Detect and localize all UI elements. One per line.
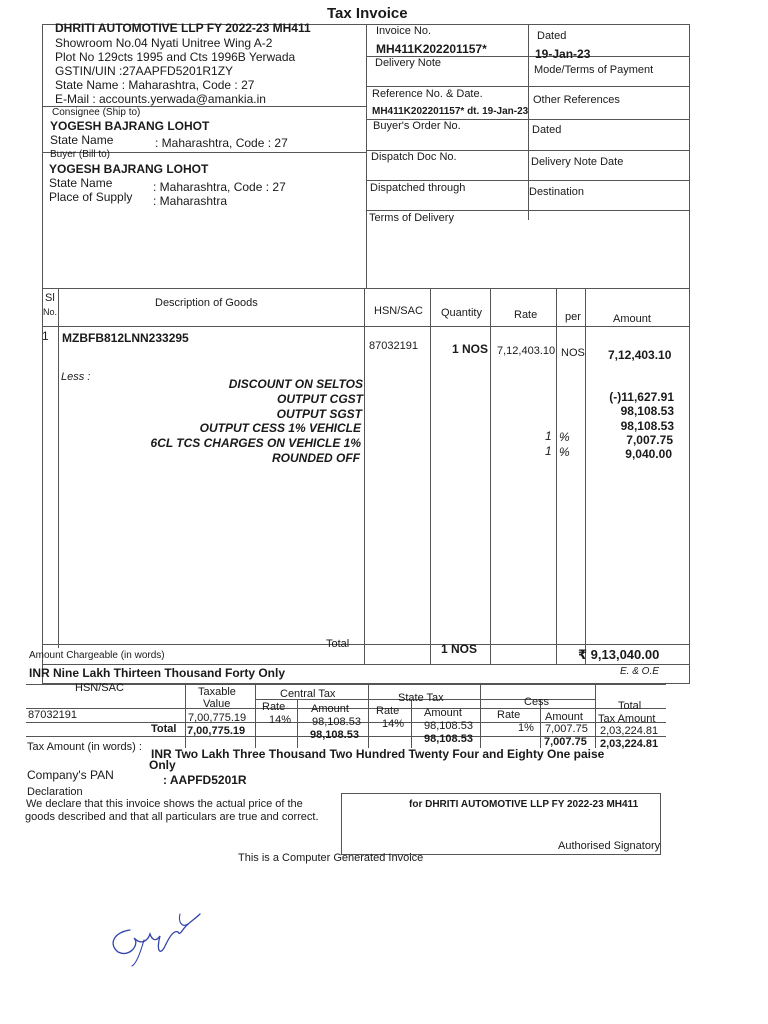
amount-words-label: Amount Chargeable (in words) — [29, 650, 165, 661]
buyer-state-label: State Name — [49, 176, 113, 190]
tax-col-state-rate: Rate — [376, 705, 400, 717]
tax-total-cess-amount: 7,007.75 — [544, 736, 587, 748]
tax-col-taxable-1: Taxable — [198, 686, 236, 698]
signatory-label: Authorised Signatory — [558, 840, 661, 852]
terms-of-delivery-label: Terms of Delivery — [369, 212, 454, 224]
declaration-title: Declaration — [27, 786, 83, 798]
delivery-note-date-label: Delivery Note Date — [531, 156, 624, 168]
item-per: NOS — [561, 347, 585, 359]
adjustment-label: 6CL TCS CHARGES ON VEHICLE 1% — [150, 436, 361, 450]
seller-email: E-Mail : accounts.yerwada@amankia.in — [55, 92, 266, 106]
delivery-note-label: Delivery Note — [375, 57, 442, 69]
pan-value: : AAPFD5201R — [163, 773, 247, 787]
adjustment-rate: 1 — [545, 444, 552, 458]
buyer-state-value: : Maharashtra, Code : 27 — [153, 180, 286, 194]
consignee-name: YOGESH BAJRANG LOHOT — [50, 119, 210, 133]
buyer-place-label: Place of Supply — [49, 190, 133, 204]
tax-col-total-1: Total — [618, 700, 642, 712]
col-rate: Rate — [514, 309, 538, 321]
declaration-line-1: We declare that this invoice shows the actual price of the — [26, 798, 303, 810]
tax-total-total: 2,03,224.81 — [600, 738, 659, 750]
tax-row-c-amount: 98,108.53 — [312, 716, 361, 728]
consignee-state-label: State Name — [50, 133, 114, 147]
seller-name: DHRITI AUTOMOTIVE LLP FY 2022-23 MH411 — [55, 21, 311, 35]
col-hsn: HSN/SAC — [374, 305, 423, 317]
reference-label: Reference No. & Date. — [372, 88, 483, 100]
tax-col-central-rate: Rate — [262, 701, 286, 713]
reference-value: MH411K202201157* dt. 19-Jan-23 — [372, 106, 529, 117]
seller-address-1: Showroom No.04 Nyati Unitree Wing A-2 — [55, 36, 273, 50]
declaration-line-2: goods described and that all particulars are true and correct. — [25, 811, 319, 823]
col-description: Description of Goods — [155, 297, 258, 309]
total-amount: ₹ 9,13,040.00 — [578, 647, 660, 662]
buyer-name: YOGESH BAJRANG LOHOT — [49, 162, 209, 176]
tax-col-state: State Tax — [398, 692, 444, 704]
dated-label: Dated — [537, 30, 567, 42]
dispatch-doc-label: Dispatch Doc No. — [371, 151, 457, 163]
adjustment-label: DISCOUNT ON SELTOS — [228, 377, 363, 391]
adjustment-label: ROUNDED OFF — [272, 451, 360, 465]
item-rate: 7,12,403.10 — [497, 345, 556, 357]
other-references-label: Other References — [533, 94, 620, 106]
adjustment-amount: (-)11,627.91 — [609, 390, 674, 404]
tax-col-taxable-2: Value — [203, 698, 231, 710]
dispatched-through-label: Dispatched through — [370, 182, 466, 194]
col-no: No. — [43, 307, 58, 317]
item-description: MZBFB812LNN233295 — [62, 331, 189, 345]
adjustment-rate: 1 — [545, 429, 552, 443]
total-label: Total — [326, 638, 350, 650]
invoice-no-value: MH411K202201157* — [376, 42, 487, 56]
adjustment-label: OUTPUT CESS 1% VEHICLE — [199, 421, 361, 435]
tax-row-cess-rate: 1% — [518, 722, 534, 734]
tax-words-label: Tax Amount (in words) : — [27, 741, 142, 753]
signatory-for: for DHRITI AUTOMOTIVE LLP FY 2022-23 MH411 — [409, 799, 639, 810]
dated2-label: Dated — [532, 124, 562, 136]
adjustment-label: OUTPUT CGST — [277, 392, 363, 406]
adjustment-per: % — [559, 430, 570, 444]
footer-note: This is a Computer Generated Invoice — [238, 852, 424, 864]
tax-total-label: Total — [151, 723, 177, 735]
tax-total-taxable: 7,00,775.19 — [187, 725, 246, 737]
tax-total-c-amount: 98,108.53 — [310, 729, 359, 741]
buyer-place-value: : Maharashtra — [153, 194, 228, 208]
tax-col-state-amount: Amount — [424, 707, 462, 719]
total-quantity: 1 NOS — [441, 642, 478, 656]
buyers-order-label: Buyer's Order No. — [373, 120, 461, 132]
page-title: Tax Invoice — [327, 5, 408, 22]
tax-row-total: 2,03,224.81 — [600, 725, 659, 737]
buyer-label: Buyer (Bill to) — [50, 149, 111, 160]
adjustment-amount: 9,040.00 — [625, 447, 672, 461]
tax-col-hsn: HSN/SAC — [75, 682, 124, 694]
amount-words-value: INR Nine Lakh Thirteen Thousand Forty Only — [29, 666, 286, 680]
tax-row-s-rate: 14% — [382, 718, 405, 730]
tax-row-hsn: 87032191 — [28, 709, 77, 721]
tax-row-cess-amount: 7,007.75 — [545, 723, 588, 735]
pan-label: Company's PAN — [27, 768, 114, 782]
tax-total-s-amount: 98,108.53 — [424, 733, 473, 745]
dated-value: 19-Jan-23 — [535, 47, 591, 61]
less-label: Less : — [61, 371, 91, 383]
destination-label: Destination — [529, 186, 585, 198]
seller-gstin: GSTIN/UIN :27AAPFD5201R1ZY — [55, 64, 234, 78]
item-sl: 1 — [42, 329, 49, 343]
adjustment-amount: 7,007.75 — [626, 433, 673, 447]
tax-col-central-amount: Amount — [311, 703, 349, 715]
tax-col-central: Central Tax — [280, 688, 336, 700]
consignee-label: Consignee (Ship to) — [52, 107, 141, 118]
adjustment-amount: 98,108.53 — [620, 419, 674, 433]
col-amount: Amount — [613, 313, 651, 325]
seller-address-2: Plot No 129cts 1995 and Cts 1996B Yerwada — [55, 50, 296, 64]
tax-col-cess-amount: Amount — [545, 711, 583, 723]
tax-col-cess: Cess — [524, 696, 550, 708]
item-amount: 7,12,403.10 — [608, 348, 672, 362]
tax-row-s-amount: 98,108.53 — [424, 720, 473, 732]
item-quantity: 1 NOS — [452, 342, 489, 356]
item-hsn: 87032191 — [369, 340, 418, 352]
seller-state: State Name : Maharashtra, Code : 27 — [55, 78, 255, 92]
invoice-no-label: Invoice No. — [376, 25, 432, 37]
adjustment-amount: 98,108.53 — [620, 404, 674, 418]
col-quantity: Quantity — [441, 307, 482, 319]
tax-row-c-rate: 14% — [269, 714, 292, 726]
tax-words-value-2: Only — [149, 758, 176, 772]
tax-col-total-2: Tax Amount — [598, 713, 656, 725]
col-sl: Sl — [45, 292, 55, 304]
col-per: per — [565, 311, 581, 323]
consignee-state-value: : Maharashtra, Code : 27 — [155, 136, 288, 150]
handwritten-signature — [100, 900, 210, 970]
adjustment-label: OUTPUT SGST — [276, 407, 362, 421]
tax-row-taxable: 7,00,775.19 — [188, 712, 247, 724]
mode-terms-label: Mode/Terms of Payment — [534, 64, 654, 76]
tax-words-value-1: INR Two Lakh Three Thousand Two Hundred Twenty Four and Eighty One paise — [151, 747, 605, 761]
adjustment-per: % — [559, 445, 570, 459]
eoe-label: E. & O.E — [620, 666, 659, 677]
tax-col-cess-rate: Rate — [497, 709, 521, 721]
